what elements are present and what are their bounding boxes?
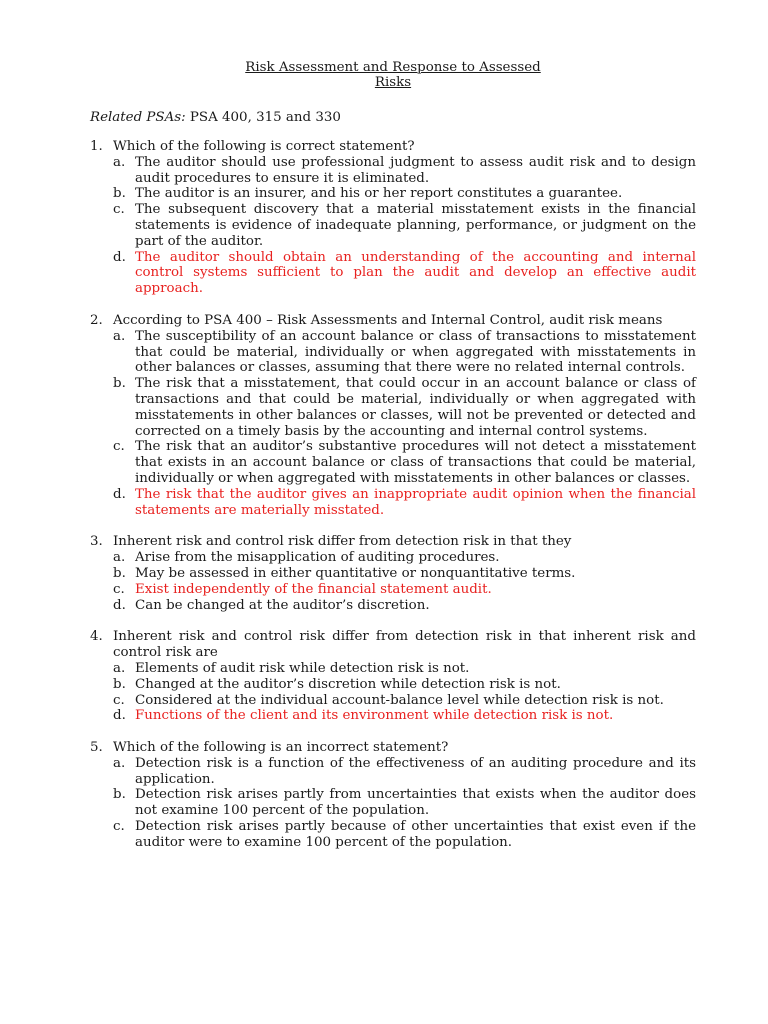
- option-c: [113, 693, 696, 709]
- option-text: May be assessed in either quantitative or nonquantitative terms.: [135, 565, 576, 581]
- option-c-answer: [113, 582, 696, 598]
- option-text: Detection risk arises partly from uncertainties that exists when the auditor does not examine 100 percent of the population.: [135, 787, 696, 819]
- option-b: [113, 376, 696, 439]
- question-3: [90, 534, 696, 613]
- option-b: [113, 677, 696, 693]
- option-letter: d.: [113, 708, 126, 724]
- question-list: [90, 139, 696, 867]
- question-1: [90, 139, 696, 297]
- question-number: 1.: [90, 139, 103, 154]
- option-letter: c.: [113, 439, 125, 455]
- option-letter: b.: [113, 186, 126, 202]
- option-b: [113, 566, 696, 582]
- document-title: [90, 61, 696, 90]
- option-text: Considered at the individual account-balance level while detection risk is not.: [135, 692, 664, 708]
- option-text: The auditor should obtain an understanding of the accounting and internal control systems sufficient to plan the audit and develop an effective audit approach.: [135, 249, 696, 297]
- option-text: The subsequent discovery that a material misstatement exists in the financial statements is evidence of inadequate planning, performance, or judgment on the part of the auditor.: [135, 202, 696, 249]
- option-text: The auditor should use professional judgment to assess audit risk and to design audit procedures to ensure it is eliminated.: [135, 154, 696, 186]
- question-number: 2.: [90, 312, 103, 328]
- question-4: [90, 629, 696, 724]
- option-letter: a.: [113, 154, 126, 170]
- related-psas-label: Related PSAs:: [90, 110, 186, 125]
- option-a: [113, 329, 696, 376]
- option-letter: c.: [113, 202, 125, 218]
- option-letter: b.: [113, 676, 126, 692]
- option-letter: c.: [113, 581, 125, 597]
- option-letter: d.: [113, 249, 126, 265]
- option-text: The susceptibility of an account balance or class of transactions to misstatement that could be material, individually or when aggregated with misstatements in other balances or classes, assuming that there were no related internal controls.: [135, 328, 696, 376]
- option-text: Arise from the misapplication of auditing procedures.: [135, 550, 500, 566]
- option-letter: a.: [113, 660, 126, 676]
- option-letter: b.: [113, 376, 126, 392]
- option-d: [113, 598, 696, 614]
- option-letter: a.: [113, 755, 126, 771]
- option-text: Changed at the auditor’s discretion while detection risk is not.: [135, 676, 561, 692]
- question-text: Which of the following is correct statement?: [113, 139, 415, 154]
- option-c: [113, 819, 696, 851]
- option-d-answer: [113, 708, 696, 724]
- option-c: [113, 439, 696, 486]
- question-number: 5.: [90, 740, 103, 756]
- question-5: [90, 740, 696, 851]
- question-text: Inherent risk and control risk differ from detection risk in that inherent risk and control risk are: [113, 629, 696, 661]
- option-letter: a.: [113, 550, 126, 566]
- option-b: [113, 186, 696, 202]
- option-d-answer: [113, 487, 696, 519]
- option-letter: c.: [113, 819, 125, 835]
- option-letter: d.: [113, 597, 126, 613]
- option-letter: b.: [113, 787, 126, 803]
- question-number: 3.: [90, 534, 103, 550]
- question-text: According to PSA 400 – Risk Assessments and Internal Control, audit risk means: [113, 312, 663, 328]
- option-text: Functions of the client and its environment while detection risk is not.: [135, 708, 614, 724]
- option-a: [113, 661, 696, 677]
- question-text: Which of the following is an incorrect statement?: [113, 740, 449, 756]
- option-d-answer: [113, 250, 696, 297]
- option-text: Detection risk arises partly because of other uncertainties that exist even if the auditor were to examine 100 percent of the population.: [135, 819, 696, 850]
- option-text: Detection risk is a function of the effectiveness of an auditing procedure and its application.: [135, 755, 696, 787]
- option-letter: d.: [113, 486, 126, 502]
- question-2: [90, 313, 696, 518]
- option-b: [113, 787, 696, 819]
- related-psas-value: PSA 400, 315 and 330: [185, 110, 341, 125]
- related-psas: [90, 110, 341, 126]
- option-text: Elements of audit risk while detection risk is not.: [135, 660, 470, 676]
- option-a: [113, 756, 696, 788]
- option-text: The auditor is an insurer, and his or her report constitutes a guarantee.: [135, 186, 623, 202]
- title-line-1: Risk Assessment and Response to Assessed: [245, 60, 541, 75]
- option-letter: c.: [113, 692, 125, 708]
- question-text: Inherent risk and control risk differ from detection risk in that they: [113, 534, 572, 550]
- option-text: Can be changed at the auditor’s discretion.: [135, 597, 430, 613]
- option-text: Exist independently of the financial statement audit.: [135, 581, 492, 597]
- option-text: The risk that the auditor gives an inappropriate audit opinion when the financial statements are materially misstated.: [135, 486, 696, 518]
- option-a: [113, 155, 696, 187]
- option-text: The risk that an auditor’s substantive procedures will not detect a misstatement that exists in an account balance or class of transactions that could be material, individually or when aggregated with misstatements in other balances or classes.: [135, 439, 696, 486]
- option-letter: b.: [113, 565, 126, 581]
- option-text: The risk that a misstatement, that could occur in an account balance or class of transactions and that could be material, individually or when aggregated with misstatements in other balances or classes, will not be prevented or detected and corrected on a timely basis by the accounting and internal control systems.: [135, 376, 696, 439]
- title-line-2: Risks: [374, 74, 412, 90]
- option-a: [113, 550, 696, 566]
- question-number: 4.: [90, 629, 103, 645]
- option-letter: a.: [113, 328, 126, 344]
- option-c: [113, 202, 696, 249]
